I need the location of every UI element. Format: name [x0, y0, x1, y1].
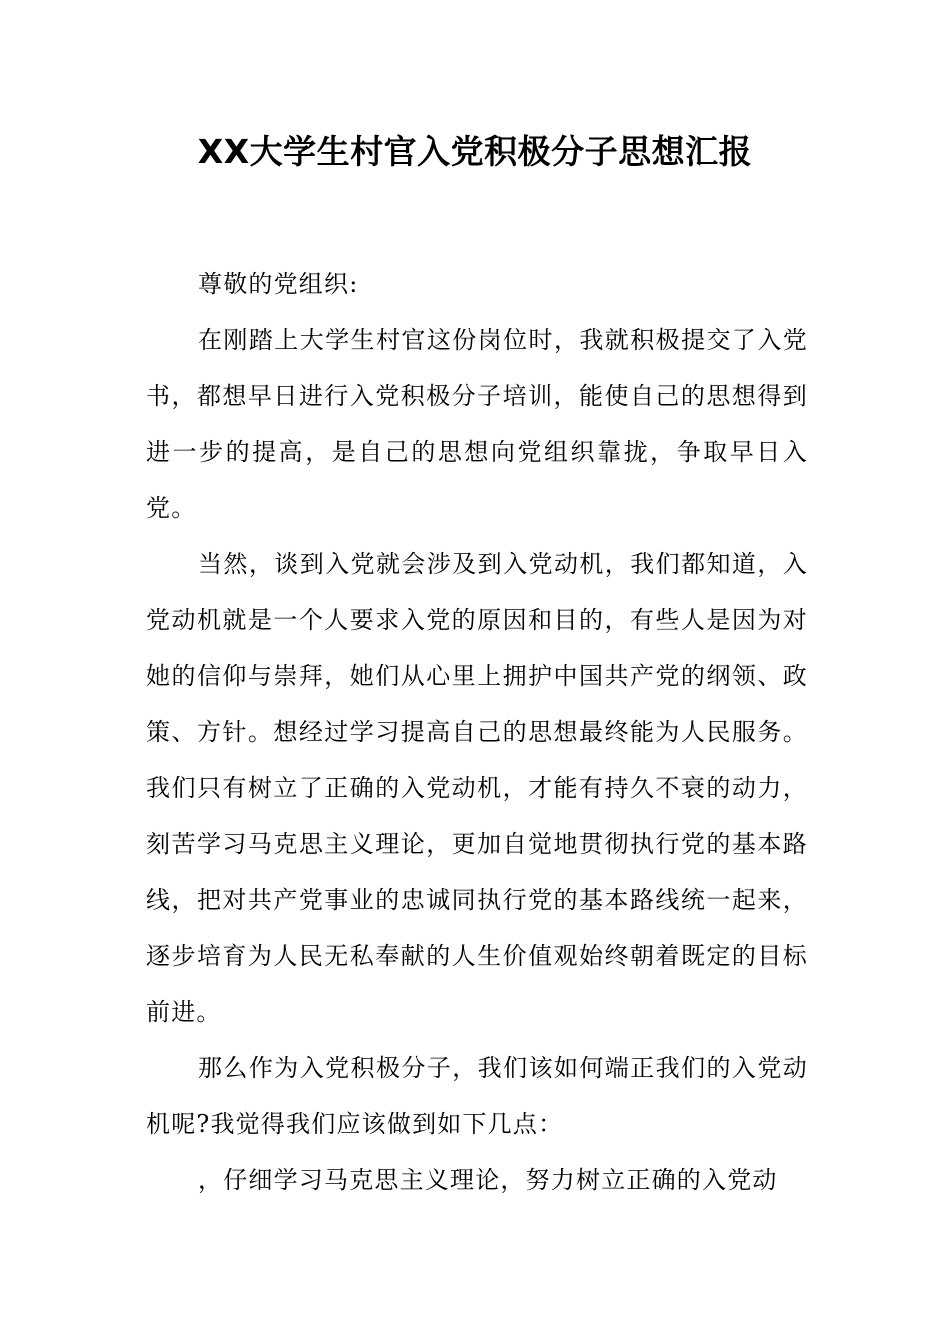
paragraph-1: 在刚踏上大学生村官这份岗位时，我就积极提交了入党书，都想早日进行入党积极分子培训，能使自己的思想得到进一步的提高，是自己的思想向党组织靠拢，争取早日入党。: [146, 326, 808, 522]
document-title: XX大学生村官入党积极分子思想汇报: [197, 132, 753, 171]
paragraph-2: 当然，谈到入党就会涉及到入党动机，我们都知道，入党动机就是一个人要求入党的原因和目的，有些人是因为对她的信仰与崇拜，她们从心里上拥护中国共产党的纲领、政策、方针。想经过学习提高自己的思想最终能为人民服务。 我们只有树立了正确的入党动机，才能有持久不衰的动力，刻苦学习马克思主义理论，更加自觉地贯彻执行党的基本路线，把对共产党事业的忠诚同执行党的基本路线统一起来，逐步培育为人民无私奉献的人生价值观始终朝着既定的目标前进。: [146, 550, 808, 1026]
paragraph-4: ，仔细学习马克思主义理论，努力树立正确的入党动: [198, 1166, 778, 1194]
document-body: [146, 256, 808, 1208]
salutation: 尊敬的党组织:: [198, 270, 359, 298]
paragraph-3: 那么作为入党积极分子，我们该如何端正我们的入党动机呢?我觉得我们应该做到如下几点：: [146, 1054, 808, 1138]
